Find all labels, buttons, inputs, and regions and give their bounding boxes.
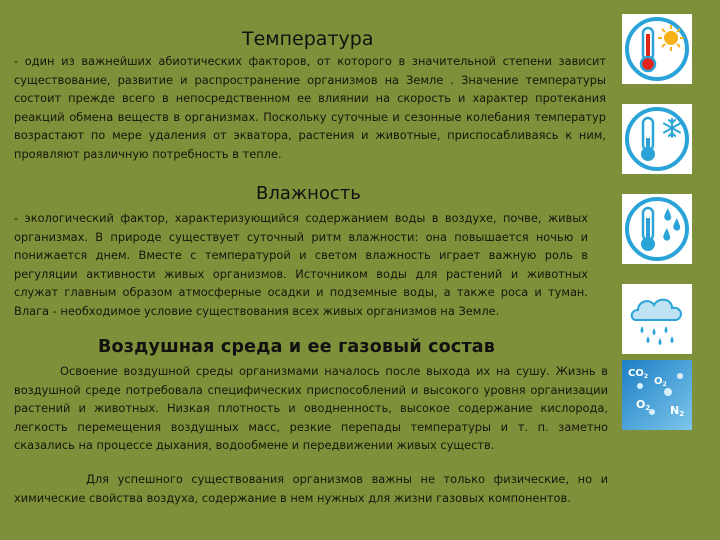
heading-humidity: Влажность <box>256 183 361 204</box>
paragraph-temperature: - один из важнейших абиотических факторов, от которого в значительной степени зависит существование, развитие и распространение организмов на Земле . Значение температуры состоит прежде всего в непосредственном ее влиянии на скорость и характер протекания реакций обмена веществ в организмах. Поскольку суточные и сезонные колебания температур возрастают по мере удаления от экватора, растения и животные, приспосабливаясь к ним, проявляют различную потребность в тепле. <box>14 54 606 161</box>
heading-air-environment: Воздушная среда и ее газовый состав <box>98 337 496 357</box>
gas-label-co2: $CO_2$ <box>628 368 649 380</box>
gas-label-n2: N2 <box>670 404 685 418</box>
thermometer-sun-icon <box>622 14 692 84</box>
paragraph-air-chemistry <box>14 470 608 507</box>
gas-composition-icon <box>622 360 692 430</box>
heading-temperature: Температура <box>242 28 374 50</box>
paragraph-air-text: Освоение воздушной среды организмами началось после выхода их на сушу. Жизнь в воздушной среде потребовала специфических приспособлений и высокого уровня организации растений и животных. Низкая плотность и оводненность, высокое содержание кислорода, легкость перемещения воздушных масс, резкие перепады температуры и т. п. заметно сказались на процессе дыхания, водообмене и передвижении живых существ. <box>14 364 608 453</box>
paragraph-air-environment <box>14 362 608 455</box>
gas-label-o2-top: $O_2$ <box>654 376 667 388</box>
paragraph-air-chemistry-text: Для успешного существования организмов важны не только физические, но и химические свойства воздуха, содержание в нем нужных для жизни газовых компонентов. <box>14 472 608 505</box>
paragraph-humidity: - экологический фактор, характеризующийся содержанием воды в воздухе, почве, живых организмах. В природе существует суточный ритм влажности: она повышается ночью и понижается днем. Вместе с температурой и светом влажность играет важную роль в регуляции активности живых организмов. Источником воды для растений и животных служат главным образом атмосферные осадки и подземные воды, а также роса и туман. Влага - необходимое условие существования всех живых организмов на Земле. <box>14 211 588 318</box>
thermometer-snowflake-icon <box>622 104 692 174</box>
rain-cloud-icon <box>622 284 692 354</box>
gas-label-o2-bottom: O2 <box>636 398 651 412</box>
thermometer-droplets-icon <box>622 194 692 264</box>
